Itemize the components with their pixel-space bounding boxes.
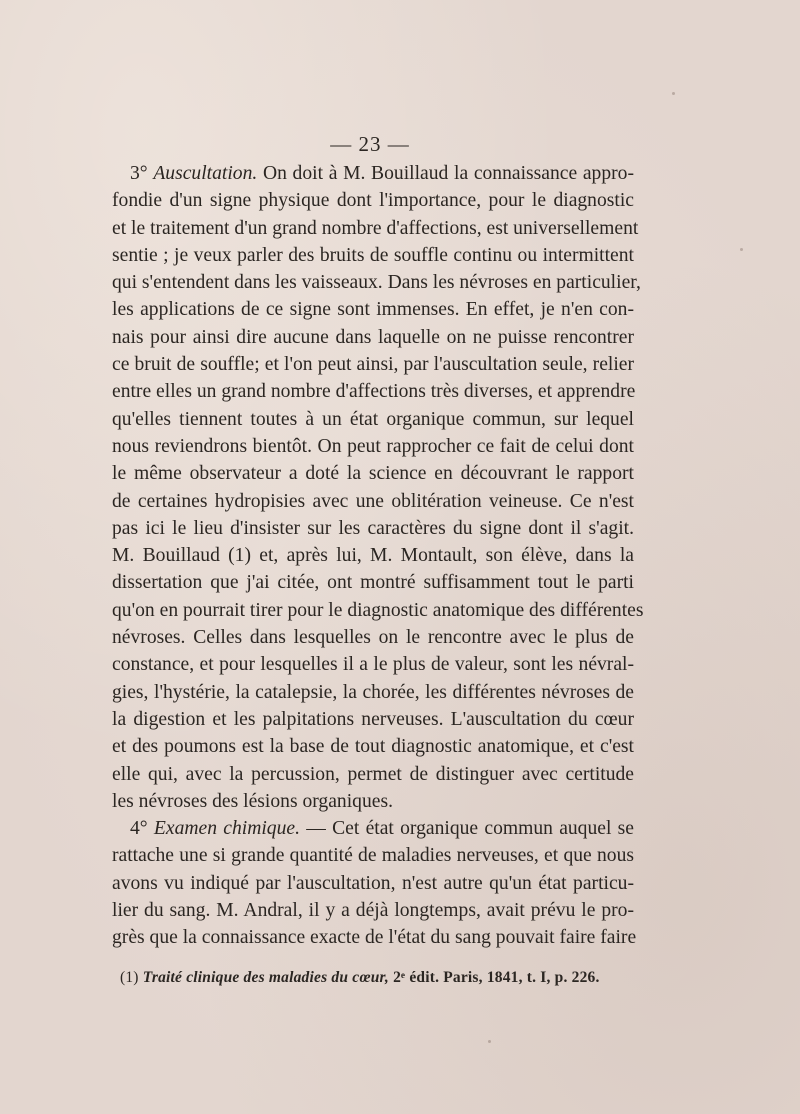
text-fragment: On doit à M. Bouillaud la connaissance appro-: [262, 163, 634, 184]
paragraph-auscultation: [112, 187, 644, 815]
text-fragment: — Cet état organique commun auquel se: [306, 818, 634, 840]
text-line: gies, l'hystérie, la catalepsie, la chorée, les différentes névroses de: [112, 681, 634, 703]
text-line: dissertation que j'ai citée, ont montré suffisamment tout le parti: [112, 572, 634, 594]
text-line: sentie ; je veux parler des bruits de souffle continu ou intermittent: [112, 244, 634, 266]
text-line: les névroses des lésions organiques.: [112, 790, 393, 812]
footnote-marker: (1): [120, 969, 139, 986]
paragraph-examen-first-line: [112, 815, 634, 842]
paragraph-auscultation-first-line: [112, 160, 634, 187]
text-line: nais pour ainsi dire aucune dans laquelle on ne puisse rencontrer: [112, 326, 634, 348]
section-heading-examen-chimique: Examen chimique.: [153, 818, 300, 840]
section-number: 3°: [130, 163, 148, 184]
text-line: qu'on en pourrait tirer pour le diagnostic anatomique des différentes: [112, 599, 644, 621]
text-line: de certaines hydropisies avec une oblitération veineuse. Ce n'est: [112, 490, 634, 512]
text-line: grès que la connaissance exacte de l'état du sang pouvait faire faire: [112, 927, 637, 949]
text-line: nous reviendrons bientôt. On peut rapprocher ce fait de celui dont: [112, 435, 634, 457]
text-line: le même observateur a doté la science en découvrant le rapport: [112, 463, 634, 485]
text-line: qu'elles tiennent toutes à un état organique commun, sur lequel: [112, 408, 634, 430]
footnote-citation: 2ᵉ édit. Paris, 1841, t. I, p. 226.: [393, 969, 600, 986]
footnote-title: Traité clinique des maladies du cœur,: [142, 969, 389, 986]
paper-speck: [488, 1040, 491, 1043]
paper-speck: [672, 92, 675, 95]
text-line: pas ici le lieu d'insister sur les caractères du signe dont il s'agit.: [112, 517, 634, 539]
text-line: lier du sang. M. Andral, il y a déjà longtemps, avait prévu le pro-: [112, 900, 634, 922]
paragraph-examen-chimique: [112, 842, 637, 951]
text-line: M. Bouillaud (1) et, après lui, M. Montault, son élève, dans la: [112, 545, 634, 567]
text-line: elle qui, avec la percussion, permet de distinguer avec certitude: [112, 763, 634, 785]
text-line: entre elles un grand nombre d'affections très diverses, et apprendre: [112, 381, 636, 403]
text-line: ce bruit de souffle; et l'on peut ainsi, par l'auscultation seule, relier: [112, 354, 634, 376]
text-line: avons vu indiqué par l'auscultation, n'est autre qu'un état particu-: [112, 872, 634, 894]
section-number: 4°: [130, 818, 148, 840]
footnote: [120, 969, 620, 987]
text-line: la digestion et les palpitations nerveuses. L'auscultation du cœur: [112, 708, 634, 730]
text-line: rattache une si grande quantité de maladies nerveuses, et que nous: [112, 845, 634, 867]
text-line: qui s'entendent dans les vaisseaux. Dans les névroses en particulier,: [112, 272, 641, 294]
text-line: les applications de ce signe sont immenses. En effet, je n'en con-: [112, 299, 634, 321]
text-line: névroses. Celles dans lesquelles on le rencontre avec le plus de: [112, 627, 634, 649]
text-line: et le traitement d'un grand nombre d'affections, est universellement: [112, 217, 639, 239]
page-number: — 23 —: [330, 132, 410, 156]
paper-speck: [605, 470, 608, 473]
body-text: [112, 160, 644, 952]
text-line: et des poumons est la base de tout diagnostic anatomique, et c'est: [112, 736, 634, 758]
text-line: fondie d'un signe physique dont l'importance, pour le diagnostic: [112, 190, 634, 212]
paper-speck: [740, 248, 743, 251]
text-line: constance, et pour lesquelles il a le plus de valeur, sont les névral-: [112, 654, 634, 676]
section-heading-auscultation: Auscultation.: [153, 163, 258, 184]
